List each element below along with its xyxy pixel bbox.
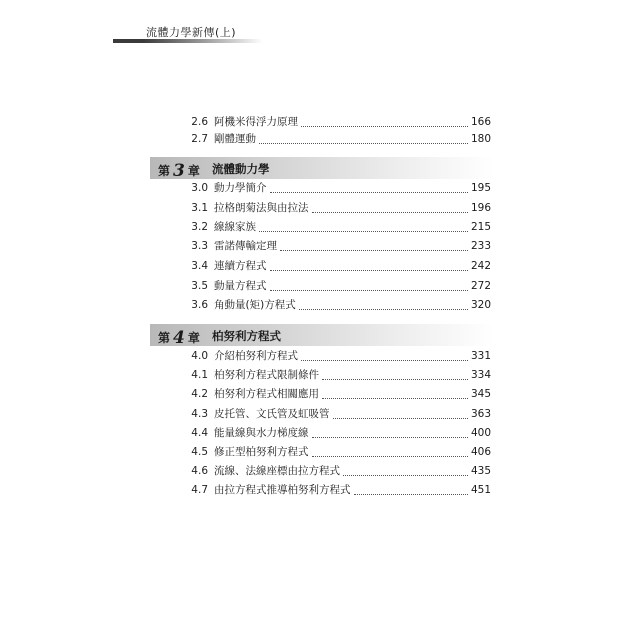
chapter-suffix: 章 [187, 331, 200, 345]
toc-entry[interactable] [0, 463, 640, 479]
chapter-heading [150, 324, 494, 346]
page-number: 320 [470, 299, 491, 311]
dot-leader [270, 290, 468, 291]
dot-leader [354, 494, 468, 495]
entry-body [214, 425, 491, 441]
section-number: 4.5 [191, 446, 208, 458]
toc-entry[interactable] [0, 482, 640, 498]
section-title: 由拉方程式推導柏努利方程式 [214, 484, 351, 496]
section-title: 線線家族 [214, 221, 256, 233]
toc-entry[interactable] [0, 425, 640, 441]
section-number: 3.6 [191, 299, 208, 311]
entry-body [214, 444, 491, 460]
chapter-prefix: 第 [158, 164, 171, 178]
section-number: 3.0 [191, 182, 208, 194]
entry-body [214, 278, 491, 294]
page-number: 451 [470, 484, 491, 496]
dot-leader [259, 231, 468, 232]
section-title: 修正型柏努利方程式 [214, 446, 309, 458]
toc-entry[interactable] [0, 348, 640, 364]
entry-body [214, 367, 491, 383]
toc-entry[interactable] [0, 444, 640, 460]
page-number: 334 [470, 369, 491, 381]
section-title: 拉格朗菊法與由拉法 [214, 202, 309, 214]
page-number: 406 [470, 446, 491, 458]
section-title: 流線、法線座標由拉方程式 [214, 465, 340, 477]
chapter-band [150, 324, 494, 346]
entry-body [214, 238, 491, 254]
section-title: 阿機米得浮力原理 [214, 116, 298, 128]
dot-leader [280, 250, 468, 251]
section-title: 動力學簡介 [214, 182, 267, 194]
chapter-number: 3 [173, 161, 185, 181]
section-title: 柏努利方程式相關應用 [214, 388, 319, 400]
page-number: 195 [470, 182, 491, 194]
page-number: 363 [470, 408, 491, 420]
dot-leader [270, 192, 468, 193]
entry-body [214, 348, 491, 364]
page-number: 166 [470, 116, 491, 128]
dot-leader [301, 360, 468, 361]
entry-body [214, 297, 491, 313]
section-title: 動量方程式 [214, 280, 267, 292]
section-number: 4.2 [191, 388, 208, 400]
page-number: 233 [470, 240, 491, 252]
section-title: 剛體運動 [214, 133, 256, 145]
section-title: 皮托管、文氏管及虹吸管 [214, 408, 330, 420]
toc-entry[interactable] [0, 131, 640, 147]
entry-body [214, 114, 491, 130]
entry-body [214, 482, 491, 498]
section-title: 雷諾傳輸定理 [214, 240, 277, 252]
page-number: 331 [470, 350, 491, 362]
chapter-label [158, 160, 200, 180]
section-title: 能量線與水力梯度線 [214, 427, 309, 439]
dot-leader [259, 143, 468, 144]
toc-entry[interactable] [0, 367, 640, 383]
dot-leader [270, 270, 468, 271]
page-number: 345 [470, 388, 491, 400]
page-number: 435 [470, 465, 491, 477]
chapter-band [150, 157, 494, 179]
dot-leader [301, 126, 468, 127]
chapter-title: 流體動力學 [212, 162, 270, 176]
section-number: 4.0 [191, 350, 208, 362]
section-number: 4.3 [191, 408, 208, 420]
entry-body [214, 131, 491, 147]
toc-entry[interactable] [0, 238, 640, 254]
section-title: 連續方程式 [214, 260, 267, 272]
entry-body [214, 219, 491, 235]
toc-entry[interactable] [0, 258, 640, 274]
entry-body [214, 200, 491, 216]
section-number: 2.6 [191, 116, 208, 128]
page-number: 272 [470, 280, 491, 292]
dot-leader [312, 437, 468, 438]
dot-leader [312, 456, 468, 457]
section-number: 2.7 [191, 133, 208, 145]
section-number: 3.5 [191, 280, 208, 292]
entry-body [214, 463, 491, 479]
section-number: 3.2 [191, 221, 208, 233]
dot-leader [299, 309, 468, 310]
page-number: 215 [470, 221, 491, 233]
chapter-label [158, 327, 200, 347]
dot-leader [343, 475, 468, 476]
book-title: 流體力學新傳(上) [146, 26, 237, 39]
entry-body [214, 180, 491, 196]
toc-entry[interactable] [0, 297, 640, 313]
entry-body [214, 406, 491, 422]
page-number: 242 [470, 260, 491, 272]
chapter-title: 柏努利方程式 [212, 329, 281, 343]
dot-leader [333, 418, 468, 419]
dot-leader [322, 379, 468, 380]
section-title: 介紹柏努利方程式 [214, 350, 298, 362]
page-number: 180 [470, 133, 491, 145]
entry-body [214, 258, 491, 274]
dot-leader [322, 398, 468, 399]
section-number: 3.4 [191, 260, 208, 272]
page-number: 400 [470, 427, 491, 439]
toc-entry[interactable] [0, 180, 640, 196]
toc-entry[interactable] [0, 278, 640, 294]
dot-leader [312, 212, 468, 213]
section-number: 4.4 [191, 427, 208, 439]
toc-entry[interactable] [0, 114, 640, 130]
toc-entry[interactable] [0, 219, 640, 235]
page-number: 196 [470, 202, 491, 214]
chapter-prefix: 第 [158, 331, 171, 345]
toc-entry[interactable] [0, 200, 640, 216]
section-number: 4.7 [191, 484, 208, 496]
section-title: 角動量(矩)方程式 [214, 299, 296, 311]
toc-entry[interactable] [0, 386, 640, 402]
chapter-heading [150, 157, 494, 179]
section-number: 4.6 [191, 465, 208, 477]
section-title: 柏努利方程式限制條件 [214, 369, 319, 381]
section-number: 3.3 [191, 240, 208, 252]
section-number: 4.1 [191, 369, 208, 381]
entry-body [214, 386, 491, 402]
chapter-number: 4 [173, 328, 185, 348]
toc-entry[interactable] [0, 406, 640, 422]
section-number: 3.1 [191, 202, 208, 214]
chapter-suffix: 章 [187, 164, 200, 178]
